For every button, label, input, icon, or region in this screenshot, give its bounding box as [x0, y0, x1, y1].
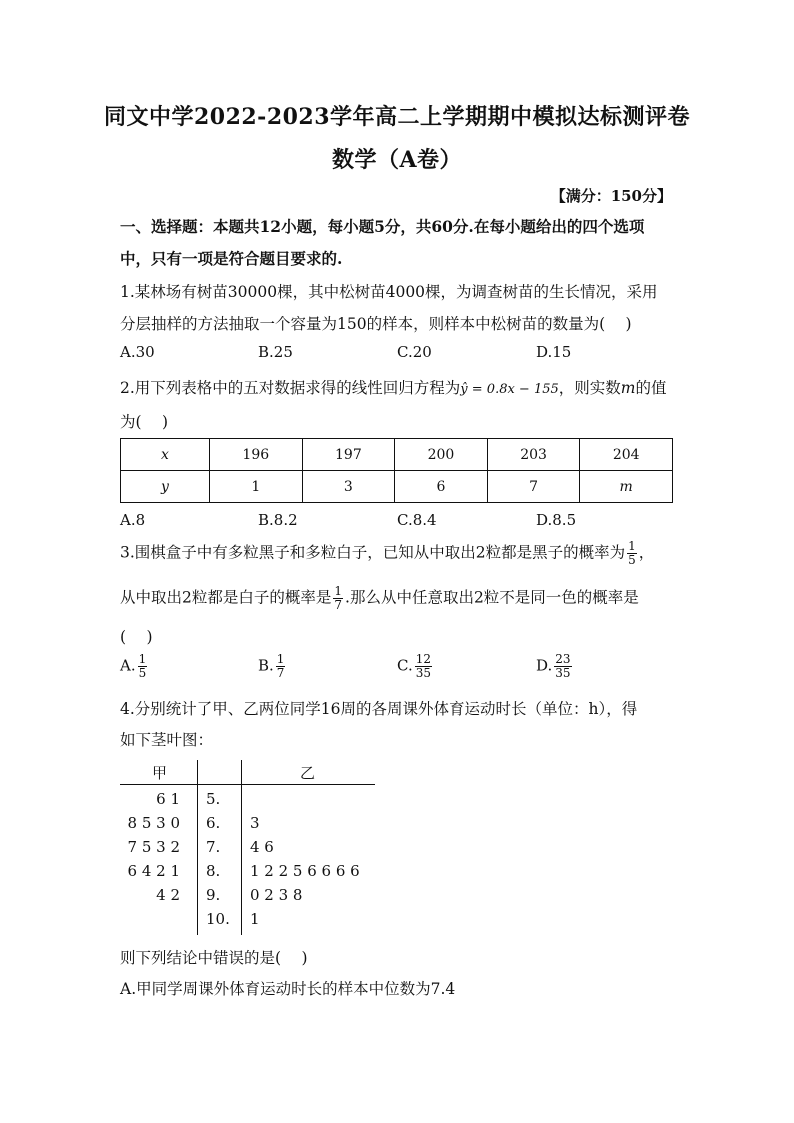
- q2-text-end: 的值: [635, 379, 667, 397]
- q1-option-a: A.30: [120, 343, 155, 361]
- q3-fraction-black: $\frac{1}{5}$: [628, 539, 636, 567]
- table-cell: 200: [395, 439, 488, 471]
- q3-option-c: C. $\frac{12}{35}$: [397, 652, 431, 680]
- q4-text-line2: 如下茎叶图：: [120, 731, 214, 749]
- table-cell: x: [121, 439, 210, 471]
- q3-option-a: A. $\frac{1}{5}$: [120, 652, 147, 680]
- stem-leaf-header-rule: [120, 784, 375, 785]
- stem-leaf-stem: 7.: [206, 838, 221, 856]
- q2-option-a: A.8: [120, 511, 146, 529]
- stem-leaf-plot: [120, 760, 380, 940]
- stem-leaf-right-leaves: 4 6: [250, 838, 274, 856]
- stem-leaf-header-right: 乙: [300, 764, 316, 782]
- section-heading-line1: 一、选择题：本题共12小题，每小题5分，共60分.在每小题给出的四个选项: [120, 217, 645, 236]
- table-cell: 3: [302, 471, 395, 503]
- table-cell: 197: [302, 439, 395, 471]
- table-cell: 6: [395, 471, 488, 503]
- q1-option-b: B.25: [258, 343, 293, 361]
- table-cell: 7: [487, 471, 580, 503]
- q3-text-pre: 3.围棋盒子中有多粒黑子和多粒白子，已知从中取出2粒都是黑子的概率为: [120, 543, 626, 562]
- q1-option-c: C.20: [397, 343, 432, 361]
- stem-leaf-left-leaves: 7 5 3 2: [127, 838, 180, 856]
- q3-text2-pre: 从中取出2粒都是白子的概率是: [120, 588, 332, 607]
- table-cell: 204: [580, 439, 673, 471]
- table-cell: 1: [210, 471, 303, 503]
- stem-leaf-left-leaves: 8 5 3 0: [127, 814, 180, 832]
- table-cell: y: [121, 471, 210, 503]
- q2-option-c: C.8.4: [397, 511, 437, 529]
- stem-leaf-stem: 6.: [206, 814, 221, 832]
- q2-option-b: B.8.2: [258, 511, 298, 529]
- q1-text-line2: 分层抽样的方法抽取一个容量为150的样本，则样本中松树苗的数量为( ): [120, 315, 632, 333]
- q2-text-pre: 2.用下列表格中的五对数据求得的线性回归方程为: [120, 379, 461, 397]
- stem-leaf-left-leaves: 6 4 2 1: [127, 862, 180, 880]
- q2-option-d: D.8.5: [536, 511, 577, 529]
- stem-leaf-right-leaves: 0 2 3 8: [250, 886, 303, 904]
- q3-fraction-white: $\frac{1}{7}$: [334, 584, 343, 612]
- stem-leaf-divider-right: [241, 760, 242, 935]
- stem-leaf-stem: 8.: [206, 862, 221, 880]
- q4-option-a: A.甲同学周课外体育运动时长的样本中位数为7.4: [120, 980, 456, 998]
- exam-subtitle: 数学（A卷）: [331, 147, 463, 173]
- q3-text-post: ，: [638, 543, 655, 562]
- table-cell: 196: [210, 439, 303, 471]
- stem-leaf-right-leaves: 1 2 2 5 6 6 6 6: [250, 862, 360, 880]
- stem-leaf-stem: 5.: [206, 790, 221, 808]
- table-cell: 203: [487, 439, 580, 471]
- stem-leaf-stem: 9.: [206, 886, 221, 904]
- stem-leaf-divider-left: [197, 760, 198, 935]
- stem-leaf-stem: 10.: [206, 910, 230, 928]
- stem-leaf-left-leaves: 4 2: [156, 886, 180, 904]
- q1-text-line1: 1.某林场有树苗30000棵，其中松树苗4000棵，为调查树苗的生长情况，采用: [120, 283, 658, 301]
- q2-variable-m: m: [620, 379, 636, 397]
- q2-text-line2: 为( ): [120, 413, 169, 431]
- q3-text-line3: ( ): [120, 628, 153, 646]
- q3-option-d: D. $\frac{23}{35}$: [536, 652, 571, 680]
- table-cell: m: [580, 471, 673, 503]
- table-row-y: [121, 471, 673, 503]
- full-score: 【满分：150分】: [550, 187, 672, 205]
- q3-text-line1: [120, 540, 680, 567]
- stem-leaf-left-leaves: 6 1: [156, 790, 180, 808]
- q2-text-post: ，则实数: [558, 379, 621, 397]
- stem-leaf-header-left: 甲: [152, 764, 168, 782]
- q4-question: 则下列结论中错误的是( ): [120, 949, 308, 967]
- table-row-x: [121, 439, 673, 471]
- q3-text2-post: .那么从中任意取出2粒不是同一色的概率是: [345, 588, 639, 607]
- q1-option-d: D.15: [536, 343, 572, 361]
- section-heading-line2: 中，只有一项是符合题目要求的.: [120, 249, 343, 268]
- q2-data-table: [120, 438, 673, 503]
- q2-regression-equation: ŷ = 0.8x − 155: [460, 382, 559, 397]
- exam-title: 同文中学2022-2023学年高二上学期期中模拟达标测评卷: [103, 104, 691, 130]
- stem-leaf-right-leaves: 3: [250, 814, 260, 832]
- q3-text-line2: [120, 585, 680, 612]
- q2-text-line1: [120, 376, 680, 398]
- stem-leaf-right-leaves: 1: [250, 910, 260, 928]
- q4-text-line1: 4.分别统计了甲、乙两位同学16周的各周课外体育运动时长（单位：h），得: [120, 700, 638, 718]
- q3-option-b: B. $\frac{1}{7}$: [258, 652, 285, 680]
